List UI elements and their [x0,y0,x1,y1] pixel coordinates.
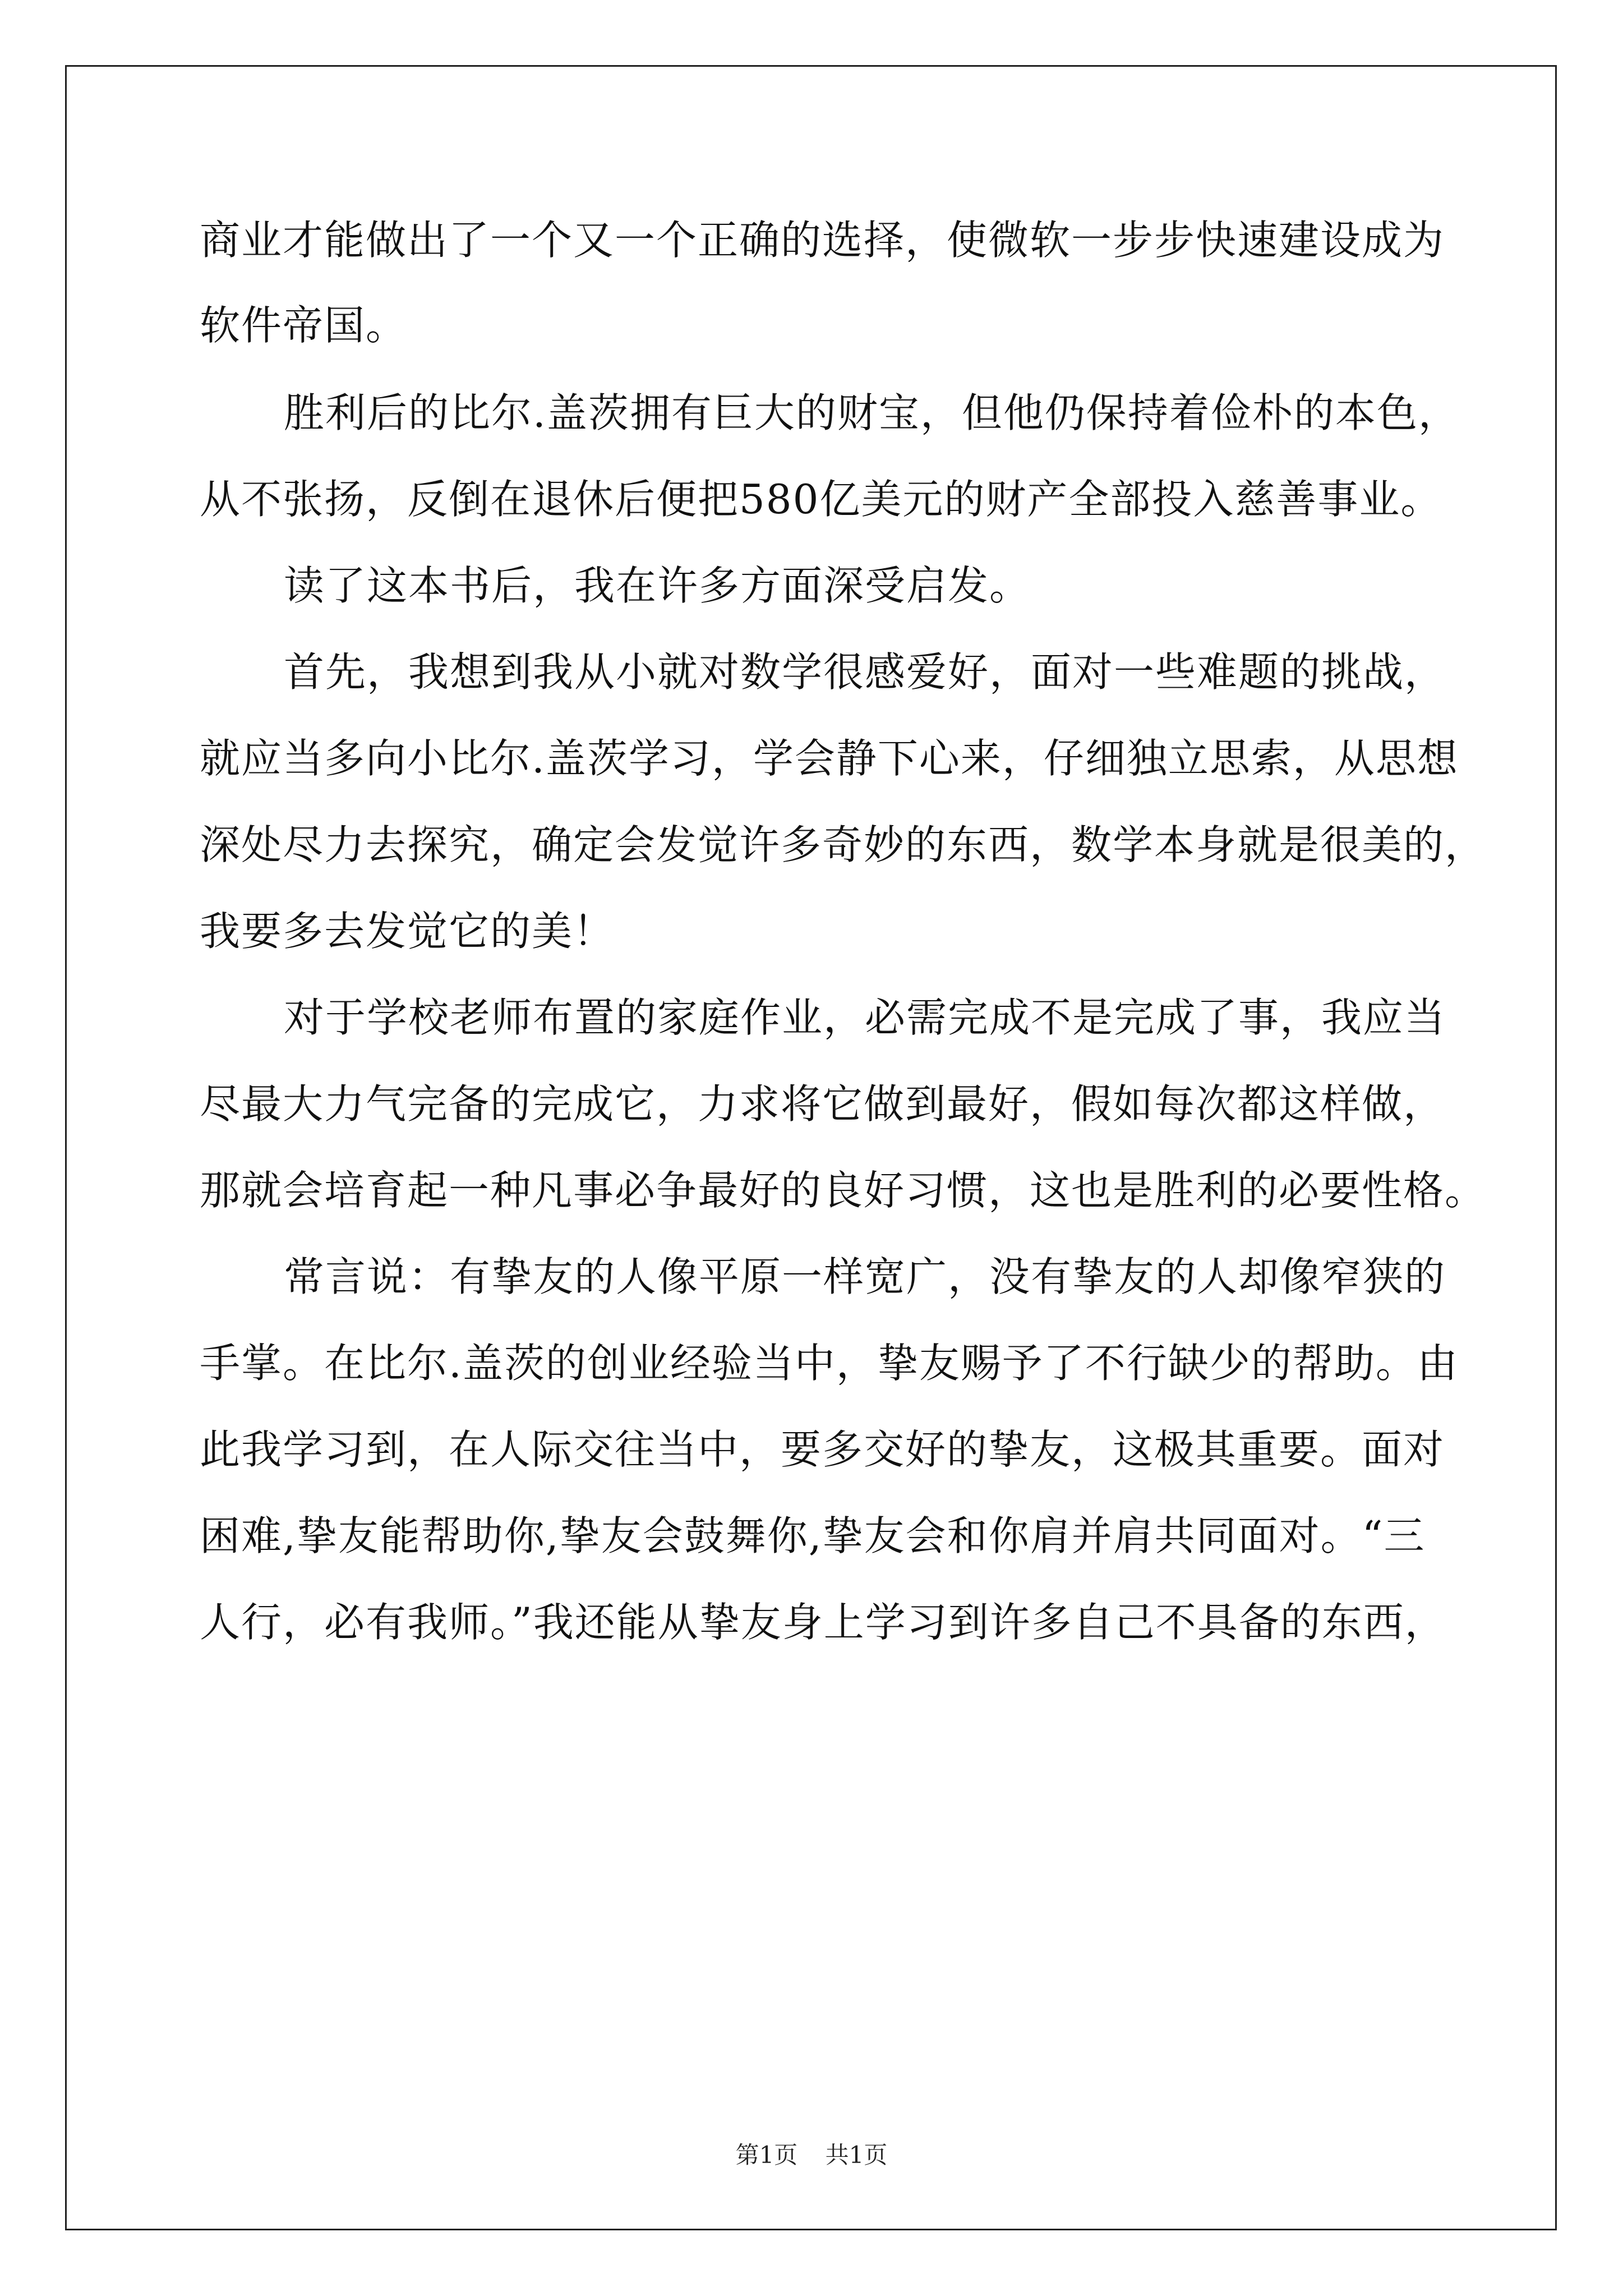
text-line: 困难,挚友能帮助你,挚友会鼓舞你,挚友会和你肩并肩共同面对。“三 [200,1512,1426,1559]
text-line: 此我学习到，在人际交往当中，要多交好的挚友，这极其重要。面对 [200,1426,1445,1473]
page-total: 共1页 [825,2141,888,2169]
text-line: 商业才能做出了一个又一个正确的选择，使微软一步步快速建设成为 [200,217,1445,264]
text-line: 对于学校老师布置的家庭作业，必需完成不是完成了事，我应当 [284,994,1446,1041]
text-line: 首先，我想到我从小就对数学很感爱好，面对一些难题的挑战， [284,648,1446,696]
text-line: 读了这本书后，我在许多方面深受启发。 [284,562,1031,609]
text-line: 深处尽力去探究，确定会发觉许多奇妙的东西，数学本身就是很美的， [200,821,1487,868]
text-line: 我要多去发觉它的美！ [200,908,615,955]
text-line: 胜利后的比尔.盖茨拥有巨大的财宝，但他仍保持着俭朴的本色， [284,389,1460,436]
text-line: 常言说：有挚友的人像平原一样宽广，没有挚友的人却像窄狭的 [284,1253,1446,1300]
text-line: 软件帝国。 [200,302,408,349]
text-line: 就应当多向小比尔.盖茨学习，学会静下心来，仔细独立思索，从思想 [200,735,1459,782]
text-line: 尽最大力气完备的完成它，力求将它做到最好，假如每次都这样做， [200,1080,1445,1128]
text-line: 那就会培育起一种凡事必争最好的良好习惯，这也是胜利的必要性格。 [200,1167,1487,1214]
page-footer [0,2138,1623,2172]
text-line: 手掌。在比尔.盖茨的创业经验当中，挚友赐予了不行缺少的帮助。由 [200,1340,1459,1387]
page-number: 第1页 [735,2141,798,2169]
text-line: 从不张扬，反倒在退休后便把580亿美元的财产全部投入慈善事业。 [200,476,1442,523]
text-line: 人行，必有我师。”我还能从挚友身上学习到许多自己不具备的东西， [200,1599,1446,1646]
